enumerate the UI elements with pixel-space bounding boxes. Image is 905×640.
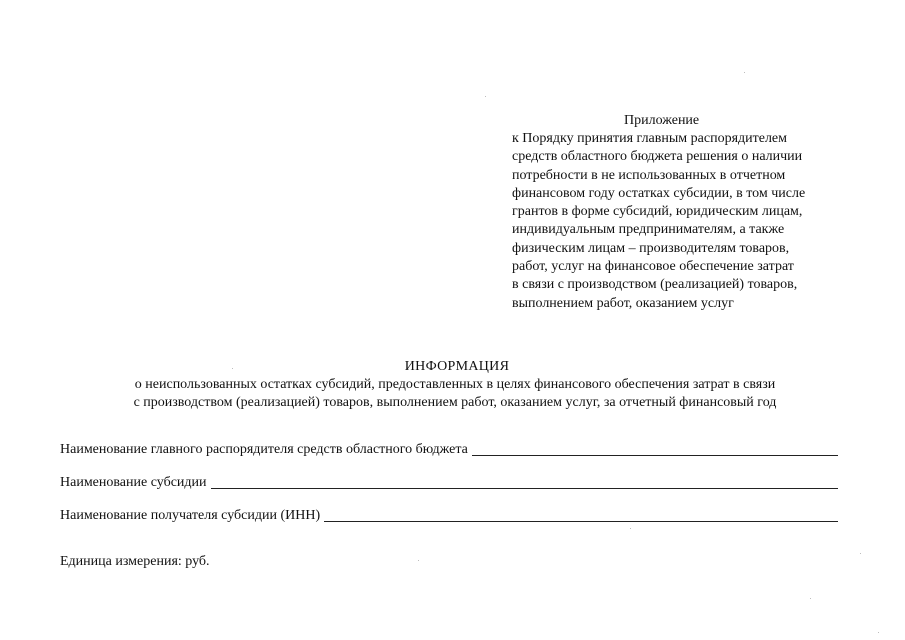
scan-speck	[630, 528, 631, 529]
appendix-line: в связи с производством (реализацией) товаров,	[512, 277, 798, 293]
scan-speck	[860, 553, 861, 554]
subsidy-fill-line[interactable]	[211, 474, 838, 489]
document-title: ИНФОРМАЦИЯ	[404, 359, 510, 374]
unit-of-measure: Единица измерения: руб.	[60, 554, 210, 569]
scan-speck	[878, 632, 879, 633]
appendix-title: Приложение	[624, 113, 700, 128]
appendix-line: выполнением работ, оказанием услуг	[512, 295, 734, 311]
document-heading	[60, 358, 850, 412]
distributor-fill-line[interactable]	[472, 441, 838, 456]
distributor-label: Наименование главного распорядителя средств областного бюджета	[60, 442, 468, 457]
scan-speck	[418, 560, 419, 561]
document-subtitle-line: с производством (реализацией) товаров, выполнением работ, оказанием услуг, за отчетный финансовый год	[133, 395, 777, 410]
appendix-line: индивидуальным предпринимателям, а также	[512, 222, 785, 238]
appendix-line: финансовом году остатках субсидии, в том числе	[512, 185, 806, 201]
appendix-line: к Порядку принятия главным распорядителем	[512, 131, 788, 146]
scan-speck	[232, 368, 233, 369]
subsidy-field	[60, 474, 838, 492]
appendix-line: физическим лицам – производителям товаров,	[512, 240, 790, 256]
recipient-field	[60, 507, 838, 525]
appendix-line: грантов в форме субсидий, юридическим лицам,	[512, 204, 803, 220]
appendix-header	[512, 112, 852, 313]
recipient-fill-line[interactable]	[324, 507, 838, 522]
distributor-field	[60, 441, 838, 459]
appendix-line: работ, услуг на финансовое обеспечение затрат	[512, 259, 794, 275]
subsidy-label: Наименование субсидии	[60, 475, 207, 490]
recipient-label: Наименование получателя субсидии (ИНН)	[60, 508, 321, 523]
appendix-line: потребности в не использованных в отчетном	[512, 167, 786, 183]
scan-speck	[744, 72, 745, 73]
appendix-line: средств областного бюджета решения о наличии	[512, 149, 803, 165]
scan-speck	[810, 598, 811, 599]
document-subtitle-line: о неиспользованных остатках субсидий, предоставленных в целях финансового обеспечения затрат в связи	[134, 377, 776, 392]
scan-speck	[485, 96, 486, 97]
